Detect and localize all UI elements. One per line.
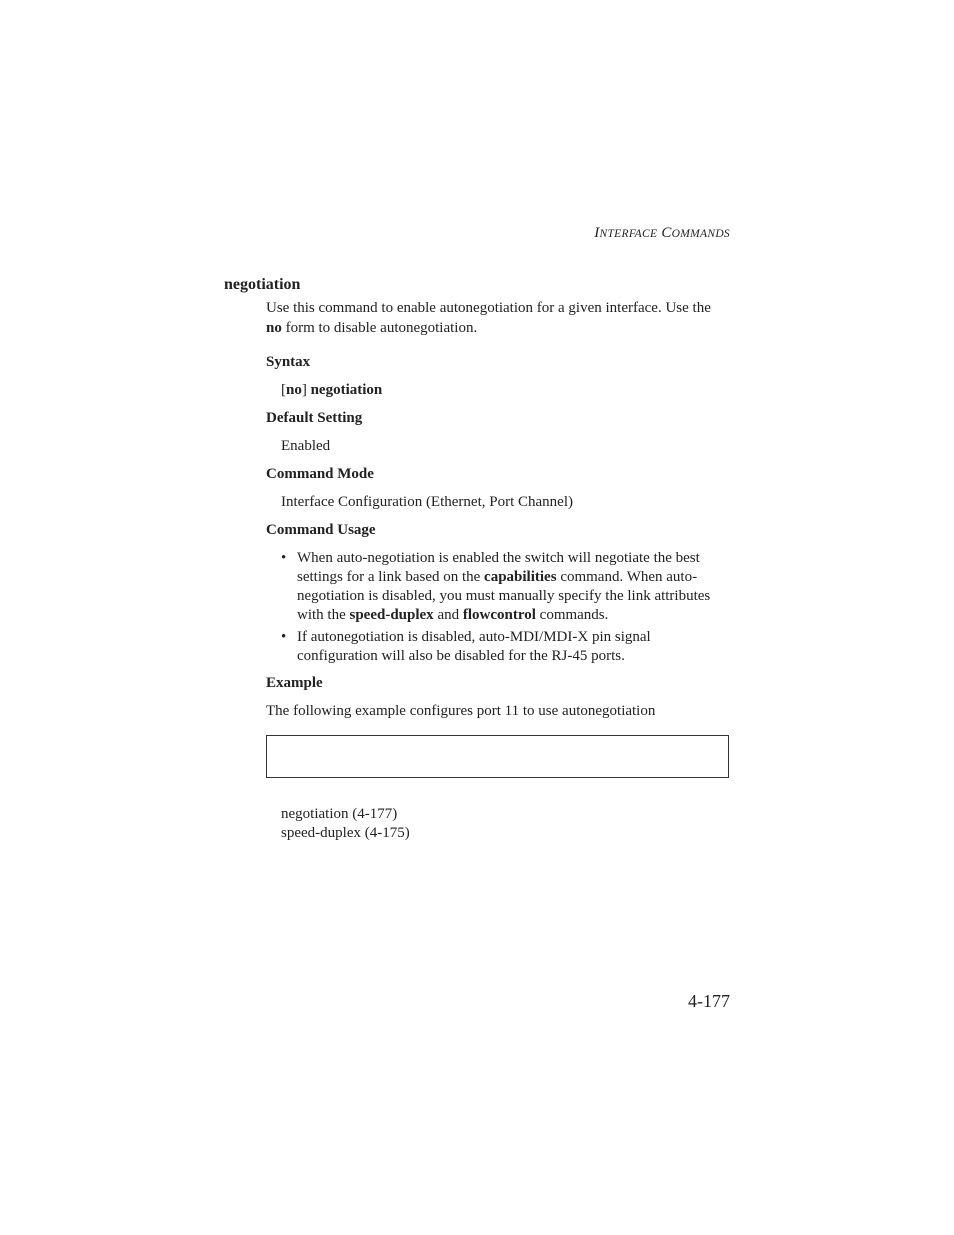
default-setting-value: Enabled: [281, 438, 331, 454]
example-description: The following example configures port 11 to use autonegotiation: [266, 703, 656, 719]
command-mode-heading: Command Mode: [266, 466, 374, 482]
syntax-heading: Syntax: [266, 354, 311, 370]
example-code-box: [266, 735, 729, 778]
command-usage-heading: Command Usage: [266, 522, 376, 538]
bullet-icon: •: [281, 550, 287, 566]
command-usage-list: [281, 549, 721, 669]
header-word-1: NTERFACE: [599, 228, 658, 240]
syntax-command: negotiation: [310, 382, 383, 398]
related-commands: [281, 805, 410, 843]
flowcontrol-keyword: flowcontrol: [462, 607, 536, 623]
header-initial-1: I: [594, 225, 600, 241]
speed-duplex-keyword: speed-duplex: [349, 607, 434, 623]
description: [266, 298, 711, 338]
description-line-1: Use this command to enable autonegotiation for a given interface. Use the: [266, 300, 711, 316]
page-number: 4-177: [688, 991, 730, 1011]
syntax-line: [no] negotiation: [281, 382, 383, 398]
header-initial-2: C: [661, 225, 672, 241]
running-header: [594, 225, 730, 242]
example-heading: Example: [266, 675, 323, 691]
syntax-no-keyword: no: [286, 382, 302, 398]
no-keyword: no: [266, 320, 282, 336]
list-item: • If autonegotiation is disabled, auto-MDI/MDI-X pin signal configuration will also be disabled for the RJ-45 ports.: [281, 629, 651, 664]
default-setting-heading: Default Setting: [266, 410, 363, 426]
related-link-negotiation[interactable]: negotiation (4-177): [281, 806, 398, 822]
description-line-2: no form to disable autonegotiation.: [266, 320, 478, 336]
capabilities-keyword: capabilities: [484, 569, 557, 585]
list-item: • When auto-negotiation is enabled the switch will negotiate the best settings for a link based on the capabilities command. When auto-negotiation is disabled, you must manually specify the link attributes with the speed-duplex and flowcontrol commands.: [281, 550, 711, 623]
section-title: negotiation: [224, 276, 301, 293]
bullet-icon: •: [281, 629, 287, 645]
header-word-2: OMMANDS: [671, 228, 730, 240]
related-link-speed-duplex[interactable]: speed-duplex (4-175): [281, 825, 410, 841]
command-mode-value: Interface Configuration (Ethernet, Port Channel): [281, 494, 573, 510]
